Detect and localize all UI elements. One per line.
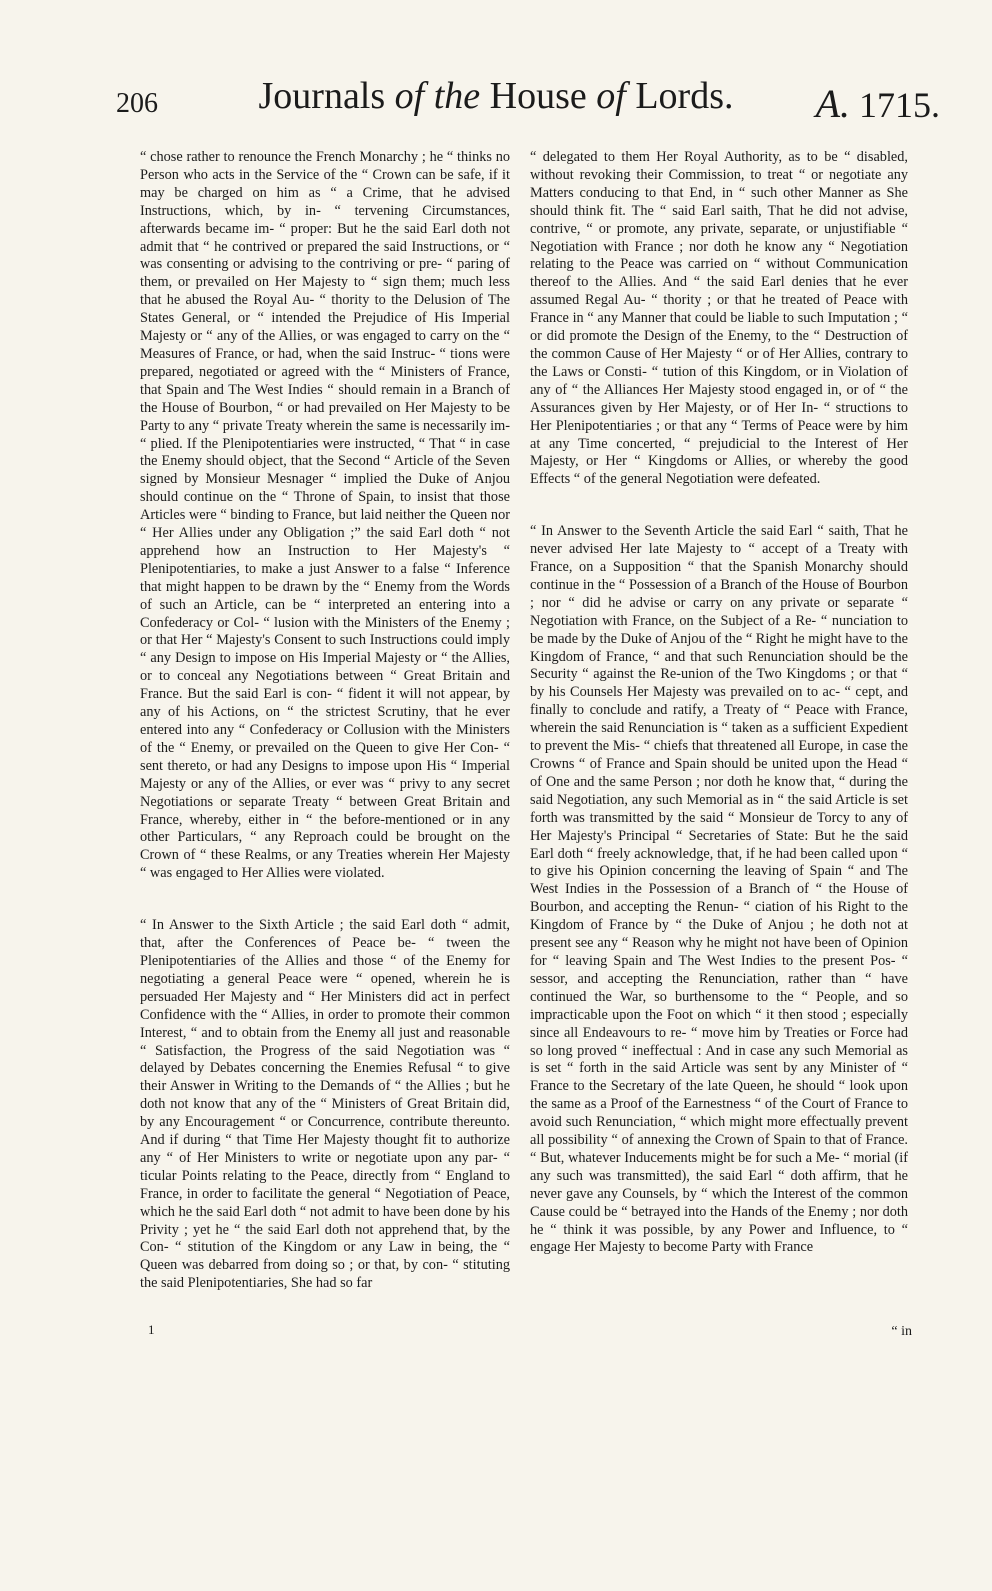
right-paragraph-2: “ In Answer to the Seventh Article the said Earl “ saith, That he never advised Her late Majesty to “ accept of a Treaty with France, on a Supposition “ that the Spanish Monarchy should continue in the “ Possession of a Branch of the House of Bourbon ; nor “ did he advise or carry on any private or separate “ Negotiation with France, on the Subject of a Re- “ nunciation to be made by the Duke of Anjou of the “ Right he might have to the Kingdom of France, “ and that such Renunciation should be the Security “ against the Re-union of the Two Kingdoms ; or that “ by his Counsels Her Majesty was prevailed on to ac- “ cept, and finally to conclude and ratify, a Treaty of “ Peace with France, wherein the said Renunciation is “ taken as a sufficient Expedient to prevent the Mis- “ chiefs that threatened all Europe, in case the Crowns “ of France and Spain should be united upon the Head “ of One and the same Person ; nor doth he know that, “ during the said Negotiation, any such Memorial as in “ the said Article is set forth was transmitted by the said “ Monsieur de Torcy to any of Her Majesty's Principal “ Secretaries of State: But he the said Earl doth “ freely acknowledge, that, if he had been called upon “ to give his Opinion concerning the leaving of Spain “ and The West Indies in the Possession of a Branch of “ the House of Bourbon, and accepting the Renun- “ ciation of his Right to the Kingdom of France by “ the Duke of Anjou ; he doth not at present see any “ Reason why he might not have been of Opinion for “ leaving Spain and The West Indies to the present Pos- “ sessor, and accepting the Renunciation, rather than “ have continued the War, so burthensome to the “ People, and so impracticable upon the Foot on which “ it then stood ; especially since all Endeavours to re- “ move him by Treaties or Force had so long proved “ ineffectual : And in case any such Memorial as is set “ forth in the said Article was sent by any Minister of “ France to the Secretary of the late Queen, he should “ look upon the same as a Proof of the Earnestness “ of the Court of France to avoid such Renunciation, “ which might more effectually prevent all possibility “ of annexing the Crown of Spain to that of France. “ But, whatever Inducements might be for such a Me- “ morial (if any such was transmitted), the said Earl “ doth affirm, that he never gave any Counsels, by “ which the Interest of the common Cause could be “ betrayed into the Hands of the Enemy ; nor doth he “ think it was possible, by any Power and Influence, to “ engage Her Majesty to become Party with France xyxy=(530,523,908,1256)
catchword: “ in xyxy=(891,1324,912,1339)
page-number: 206 xyxy=(116,88,158,119)
left-paragraph-1: “ chose rather to renounce the French Monarchy ; he “ thinks no Person who acts in the Service of the “ Crown can be safe, if it may be charged on him as “ a Crime, that he advised Instructions, which, by in- “ tervening Circumstances, afterwards became im- “ proper: But he the said Earl doth not admit that “ he contrived or prepared the said Instructions, or “ was consenting or advising to the contriving or pre- “ paring of them, or prevailed on Her Majesty to “ sign them; much less that he abused the Royal Au- “ thority to the Delusion of The States General, or “ intended the Prejudice of His Imperial Majesty or “ any of the Allies, or was engaged to carry on the “ Measures of France, or had, when the said Instruc- “ tions were prepared, negotiated or agreed with the “ Ministers of France, that Spain and The West Indies “ should remain in a Branch of the House of Bourbon, “ or had prevailed on Her Majesty to be Party to any “ private Treaty wherein the same is necessarily im- “ plied. If the Plenipotentiaries were instructed, “ That “ in case the Enemy should object, that the Second “ Article of the Seven signed by Monsieur Mesnager “ implied the Duke of Anjou should continue on the “ Throne of Spain, to insist that those Articles were “ binding to France, but laid neither the Queen nor “ Her Allies under any Obligation ;” the said Earl doth “ not apprehend how an Instruction to Her Majesty's “ Plenipotentiaries, to make a just Answer to a false “ Inference that might happen to be drawn by the “ Enemy from the Words of such an Article, can be “ interpreted an entering into a Confederacy or Col- “ lusion with the Ministers of the Enemy ; or that Her “ Majesty's Consent to such Instructions could imply “ any Design to impose on His Imperial Majesty or “ the Allies, or to conceal any Negotiations between “ Great Britain and France. But the said Earl is con- “ fident it will not appear, by any of his Actions, on “ the strictest Scrutiny, that he ever entered into any “ Confederacy or Collusion with the Ministers of the “ Enemy, or prevailed on the Queen to give Her Con- “ sent thereto, or had any Designs to impose upon His “ Imperial Majesty or any of the Allies, or ever was “ privy to any secret Negotiations or separate Treaty “ between Great Britain and France, whereby, either in “ the before-mentioned or in any other Particulars, “ any Reproach could be brought on the Crown of “ these Realms, or any Treaties wherein Her Majesty “ was engaged to Her Allies were violated. xyxy=(140,149,510,882)
left-column xyxy=(140,149,510,1293)
page-header xyxy=(0,74,992,134)
right-column xyxy=(530,149,908,1257)
year-marker: A. 1715. xyxy=(815,81,940,126)
left-paragraph-2: “ In Answer to the Sixth Article ; the said Earl doth “ admit, that, after the Conferences of Peace be- “ tween the Plenipotentiaries of the Allies and those “ of the Enemy for negotiating a general Peace were “ opened, wherein he is persuaded Her Majesty and “ Her Ministers did act in perfect Confidence with the “ Allies, in order to promote their common Interest, “ and to obtain from the Enemy all just and reasonable “ Satisfaction, the Progress of the said Negotiation was “ delayed by Debates concerning the Enemies Refusal “ to give their Answer in Writing to the Demands of “ the Allies ; but he doth not know that any of the “ Ministers of Great Britain did, by any Encouragement “ or Concurrence, contribute thereunto. And if during “ that Time Her Majesty thought fit to authorize any “ of Her Ministers to write or negotiate upon any par- “ ticular Points relating to the Peace, directly from “ England to France, in order to facilitate the general “ Negotiation of Peace, which he the said Earl doth “ not admit to have been done by his Privity ; yet he “ the said Earl doth not apprehend that, by the Con- “ stitution of the Kingdom or any Law in being, the “ Queen was debarred from doing so ; or that, by con- “ stituting the said Plenipotentiaries, She had so far xyxy=(140,917,510,1292)
signature-mark: 1 xyxy=(148,1322,155,1337)
running-title: Journals of the House of Lords. xyxy=(258,75,734,117)
right-paragraph-1: “ delegated to them Her Royal Authority, as to be “ disabled, without revoking their Commission, to treat “ or negotiate any Matters conducing to that End, in “ such other Manner as She should think fit. The “ said Earl saith, That he did not advise, contrive, “ or promote, any private, separate, or unjustifiable “ Negotiation with France ; nor doth he know any “ Negotiation relating to the Peace was carried on “ without Communication thereof to the Allies. And “ the said Earl denies that he ever assumed Regal Au- “ thority ; or that he treated of Peace with France in “ any Manner that could be liable to such Imputation ; “ or did promote the Design of the Enemy, to the “ Destruction of the common Cause of Her Majesty “ or of Her Allies, contrary to the Laws or Consti- “ tution of this Kingdom, or in Violation of any of “ the Alliances Her Majesty stood engaged in, or of “ the Assurances given by Her Majesty, or of Her In- “ structions to Her Plenipotentiaries ; or that any “ Terms of Peace were by him at any Time concerted, “ prejudicial to the Interest of Her Majesty, or Her “ Kingdoms or Allies, or whereby the good Effects “ of the general Negotiation were defeated. xyxy=(530,149,908,488)
